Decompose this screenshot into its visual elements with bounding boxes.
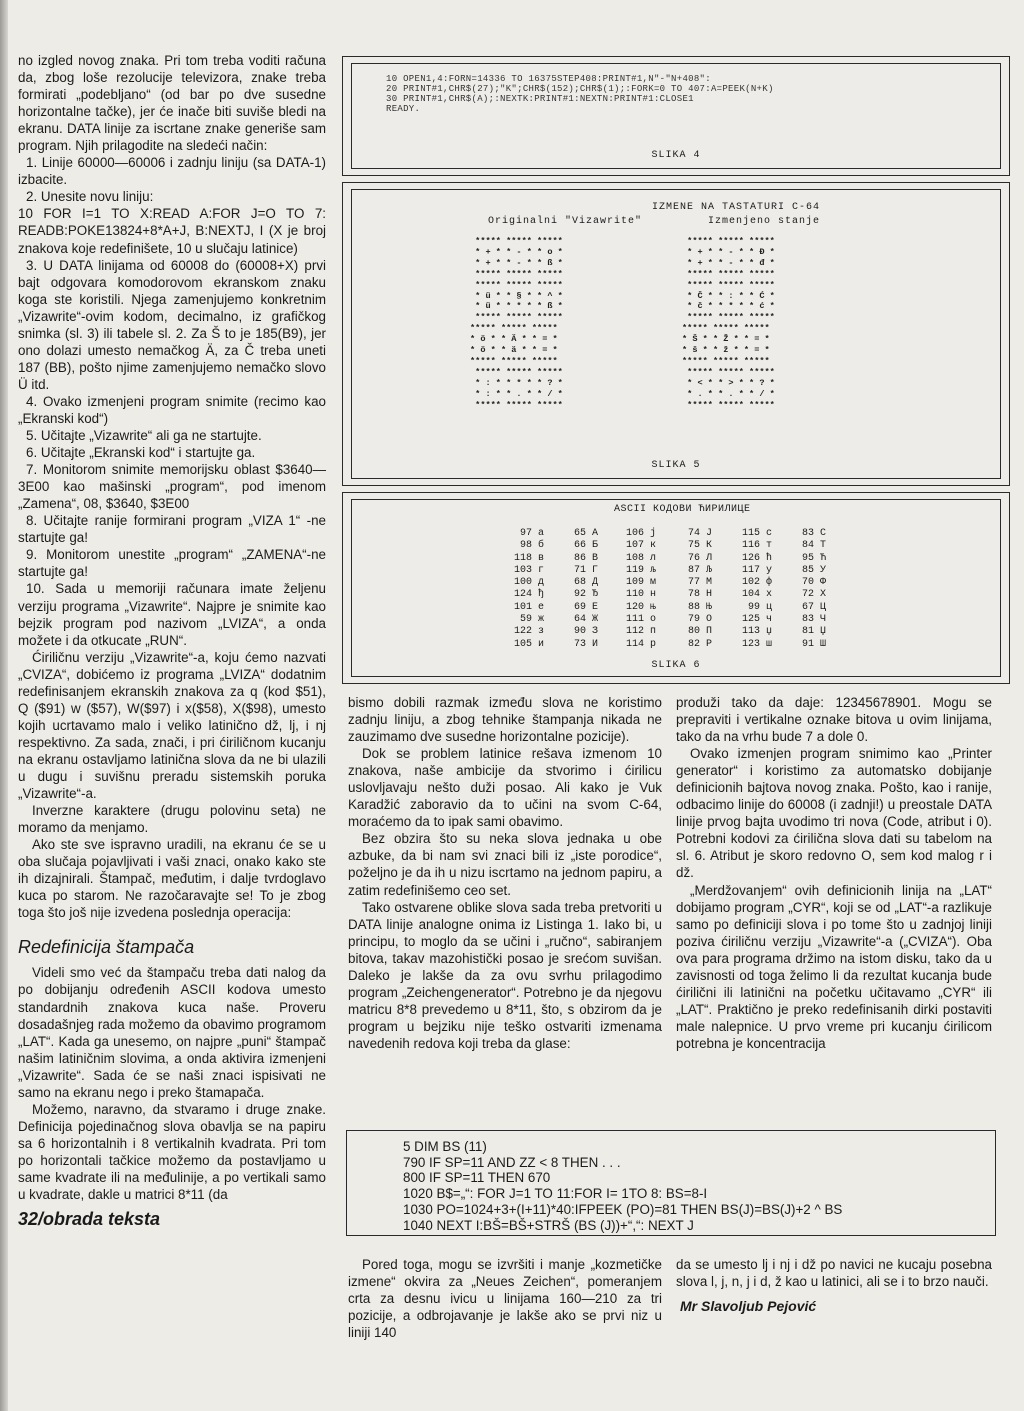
ascii-code: 124	[513, 589, 532, 601]
ascii-code: 117	[741, 564, 760, 576]
cyrillic-letter: д	[538, 577, 545, 589]
cyrillic-letter: в	[538, 552, 545, 564]
ascii-code: 67	[801, 601, 814, 613]
ascii-code: 123	[741, 638, 760, 650]
cyrillic-letter: п	[650, 626, 657, 638]
ascii-code-table	[502, 528, 834, 651]
table-row	[502, 565, 834, 577]
ascii-code: 59	[519, 614, 532, 626]
paragraph: Ako ste sve ispravno uradili, na ekranu će se u oba slučaja pojavljivati i vaši znaci, onako kako ste ih dizajnirali. Štampač, međutim, i dalje tvrdoglavo kuca po starom. Ne razočaravajte se! To je zbog toga što još nije izvedena poslednja operacija:	[18, 837, 326, 921]
section-heading: Redefinicija štampača	[18, 937, 195, 958]
cyrillic-letter: к	[650, 540, 657, 552]
ascii-code: 75	[687, 540, 700, 552]
ascii-code: 111	[625, 614, 644, 626]
paragraph: Možemo, naravno, da stvaramo i druge znake. Definicija pojedinačnog slova obavlja se na papiru sa 6 horizontalnih i 8 vertikalnih kvadrata. Pri tom po horizontali tačkice možemo da postavljamo u same kvadrate ili na međulinije, a po vertikali samo u kvadrate, dakle u matrici 8*11 (da	[18, 1101, 326, 1203]
table-row	[502, 602, 834, 614]
paragraph: 3. U DATA linijama od 60008 do (60008+X) prvi bajt odgovara komodorovom ekranskom znaku koga ste koristili. Njega zamenjujemo konkretnim „Vizawrite“-ovim kodom, decimalno, iz grafičkog snimka (sl. 3) ili tabele sl. 2. Za Š to je 185(B9), jer ono dolazi umesto nemačkog Ä, za Č treba uneti 187 (BB), pošto njime zamenjujemo nemačko slovo Ü itd.	[18, 257, 326, 392]
ascii-code: 108	[625, 552, 644, 564]
ascii-code: 98	[519, 540, 532, 552]
ascii-code: 110	[625, 589, 644, 601]
ascii-code: 80	[687, 626, 700, 638]
ascii-code: 99	[747, 601, 760, 613]
table-row	[502, 528, 834, 540]
paragraph: 1. Linije 60000—60006 i zadnju liniju (sa DATA-1) izbacite.	[18, 155, 326, 188]
cyrillic-letter: А	[592, 528, 599, 539]
ascii-code: 68	[573, 577, 586, 589]
ascii-code: 97	[519, 528, 532, 539]
cyrillic-letter: И	[592, 638, 599, 650]
figure-caption: SLIKA 4	[651, 150, 701, 161]
table-row	[502, 540, 834, 552]
cyrillic-letter: Д	[592, 577, 599, 589]
cyrillic-letter: з	[538, 626, 545, 638]
ascii-code: 65	[573, 528, 586, 539]
code-line: READY.	[386, 104, 421, 114]
original-keyboard-grid: ***** ***** ***** * + * * - * * o * * + * * - * * ß * ***** ***** ***** ***** ***** ***** * ü * * § * * ^ * * ü * * * * * ß * ***** ***** ***** ***** ***** ***** * ö * * Ä * * = * * ö * * ä * * = * ***** ***** ***** ***** ***** ***** * : * * * * * ? * * : * * . * * / * ***** ***** *****	[470, 236, 563, 410]
ascii-code: 71	[573, 564, 586, 576]
ascii-code: 90	[573, 626, 586, 638]
ascii-code: 73	[573, 638, 586, 650]
paragraph: 7. Monitorom snimite memorijsku oblast $3640—3E00 kao mašinski „program“, pod imenom „Zamena“, 08, $3640, $3E00	[18, 462, 326, 512]
cyrillic-letter: Ф	[820, 577, 827, 589]
cyrillic-letter: Б	[592, 540, 599, 552]
ascii-code: 83	[801, 614, 814, 626]
cyrillic-letter: ђ	[538, 589, 545, 601]
cyrillic-letter: ш	[766, 638, 773, 650]
cyrillic-letter: С	[820, 528, 827, 539]
code-listing-box	[346, 1130, 996, 1236]
paragraph: Ovako izmenjen program snimimo kao „Printer generator“ i koristimo za automatsko dobijanje definicionih bajtova novog znaka. Pošto, kao i ranije, odbacimo linije do 60008 (i zadnji!) u preostale DATA linije prvog bajta uvodimo tri nova (Code, atribut i 0). Potrebni kodovi za ćirilična slova dati su tabelom na sl. 6. Atribut je skoro redovno O, sem kod malog r i dž.	[676, 746, 992, 881]
ascii-code: 112	[625, 626, 644, 638]
ascii-code: 87	[687, 564, 700, 576]
paragraph: Pored toga, mogu se izvršiti i manje „kozmetičke izmene“ okvira za „Neues Zeichen“, pomeranjem crta za desnu ivicu u linijama 160—210 za tri pozicije, a odbrojavanje je lakše ako se prvi niz u liniji 140	[348, 1257, 662, 1340]
code-line: 20 PRINT#1,CHR$(27);"K";CHR$(152);CHR$(1);:FORK=0 TO 407:A=PEEK(N+K)	[386, 84, 774, 94]
figure-caption: SLIKA 6	[651, 660, 701, 671]
ascii-code: 100	[513, 577, 532, 589]
bottom-right-text	[676, 1256, 992, 1315]
paragraph: Dok se problem latinice rešava izmenom 10 znakova, naše ambicije da stvorimo i ćirilicu uslovljavaju nešto duži posao. Ali kako je Vuk Karadžić zaboravio da to učini na svom C-64, moraćemo da to ipak sami obavimo.	[348, 746, 662, 830]
listing-line: 5 DIM BS (11)	[403, 1139, 487, 1154]
figure-slika-5	[342, 182, 1010, 486]
ascii-code: 118	[513, 552, 532, 564]
cyrillic-letter: Ш	[820, 638, 827, 650]
table-row	[502, 577, 834, 589]
cyrillic-letter: ж	[538, 614, 545, 626]
cyrillic-letter: Ј	[706, 528, 713, 539]
ascii-code: 125	[741, 614, 760, 626]
ascii-code: 70	[801, 577, 814, 589]
cyrillic-letter: К	[706, 540, 713, 552]
ascii-code: 69	[573, 601, 586, 613]
paragraph: 5. Učitajte „Vizawrite“ ali ga ne startujte.	[26, 428, 262, 444]
cyrillic-letter: и	[538, 638, 545, 650]
paragraph: 4. Ovako izmenjeni program snimite (recimo kao „Ekranski kod“)	[18, 393, 326, 426]
listing-line: 1020 B$=„“: FOR J=1 TO 11:FOR I= 1TO 8: BS=8-I	[403, 1186, 708, 1202]
cyrillic-letter: ч	[766, 614, 773, 626]
code-line: 30 PRINT#1,CHR$(A);:NEXTK:PRINT#1:NEXTN:PRINT#1:CLOSE1	[386, 94, 694, 104]
paragraph: Inverzne karaktere (drugu polovinu seta) ne moramo da menjamo.	[18, 803, 326, 836]
ascii-code: 83	[801, 528, 814, 539]
paragraph: 6. Učitajte „Ekranski kod“ i startujte ga.	[26, 445, 256, 461]
cyrillic-letter: Ђ	[592, 589, 599, 601]
ascii-code: 82	[687, 638, 700, 650]
paragraph: Tako ostvarene oblike slova sada treba pretvoriti u DATA linije analogne onima iz Listinga 1. Iako bi, u principu, to moglo da se učini i „ručno“, sabiranjem bitova, takav mazohistički posao je srećom suvišan. Daleko je lakše da za ovu svrhu prilagodimo program „Zeichengenerator“. Potrebno je da njegovu matricu 8*8 prevedemo u 8*11, što, s obzirom da je program u bejziku nije teško ostvariti izmenama navedenih redova koji treba da glase:	[348, 899, 662, 1051]
cyrillic-letter: Љ	[706, 564, 713, 576]
cyrillic-letter: џ	[766, 626, 773, 638]
ascii-code: 116	[741, 540, 760, 552]
ascii-code: 92	[573, 589, 586, 601]
cyrillic-letter: Х	[820, 589, 827, 601]
figure-slika-6	[342, 492, 1010, 684]
modified-keyboard-grid: ***** ***** ***** * + * * - * * Đ * * + * * - * * đ * ***** ***** ***** ***** ***** ***** * Č * * : * * Ć * * č * * * * * ć * ***** ***** ***** ***** ***** ***** * Š * * Ž * * = * * š * * ž * * = * ***** ***** ***** ***** ***** ***** * < * * > * * ? * * . * * . * * / * ***** ***** *****	[682, 236, 775, 410]
ascii-code: 114	[625, 638, 644, 650]
table-row	[502, 553, 834, 565]
ascii-code: 119	[625, 564, 644, 576]
ascii-code: 84	[801, 540, 814, 552]
cyrillic-letter: Г	[592, 564, 599, 576]
figure-title: IZMENE NA TASTATURI C-64	[652, 202, 821, 213]
cyrillic-letter: у	[766, 564, 773, 576]
ascii-code: 104	[741, 589, 760, 601]
cyrillic-letter: х	[766, 589, 773, 601]
listing-line: 790 IF SP=11 AND ZZ < 8 THEN . . .	[403, 1154, 621, 1170]
cyrillic-letter: ц	[766, 601, 773, 613]
ascii-code: 105	[513, 638, 532, 650]
ascii-code: 102	[741, 577, 760, 589]
cyrillic-letter: л	[650, 552, 657, 564]
ascii-code: 115	[741, 528, 760, 539]
cyrillic-letter: Џ	[820, 626, 827, 638]
ascii-code: 109	[625, 577, 644, 589]
cyrillic-letter: В	[592, 552, 599, 564]
figure-title: ASCII КОДОВИ ЋИРИЛИЦЕ	[614, 504, 751, 515]
paragraph: 10 FOR I=1 TO X:READ A:FOR J=O TO 7: READB:POKE13824+8*A+J, B:NEXTJ, I (X je broj znakova koje redefinišete, 10 u slučaju latinice)	[18, 206, 326, 256]
paragraph: Bez obzira što su neka slova jednaka u obe azbuke, da bi nam svi znaci bili iz „iste porodice“, poželjno je da ih u nizu iscrtamo na jednom papiru, a zatim redefinišemo ceo set.	[348, 831, 662, 898]
ascii-code: 77	[687, 577, 700, 589]
cyrillic-letter: с	[766, 528, 773, 539]
cyrillic-letter: Ч	[820, 614, 827, 626]
cyrillic-letter: Р	[706, 638, 713, 650]
cyrillic-letter: љ	[650, 564, 657, 576]
table-row	[502, 589, 834, 601]
ascii-code: 76	[687, 552, 700, 564]
cyrillic-letter: а	[538, 528, 545, 539]
paragraph: Ćiriličnu verziju „Vizawrite“-a, koju ćemo nazvati „CVIZA“, dobićemo iz programa „LVIZA“ dodatnim redefinisanjem ekranskih znakova za q (kod $51), Q ($91) w ($57), W($97) i x($58), X($98), umesto kojih ucrtavamo malo i veliko latinično dž, lj, i nj respektivno. Za sada, znači, i pri ćiriličnom kucanju na ekranu ostavljamo latinična slova da ne bi ulazili u dugu i suvišnu preradu sistemskih poruka „Vizawrite“-a.	[18, 649, 326, 802]
ascii-code: 74	[687, 528, 700, 539]
ascii-code: 64	[573, 614, 586, 626]
paragraph: 8. Učitajte ranije formirani program „VIZA 1“ -ne startujte ga!	[18, 513, 326, 546]
ascii-code: 72	[801, 589, 814, 601]
ascii-code: 78	[687, 589, 700, 601]
right-header: Izmenjeno stanje	[708, 216, 821, 227]
table-row	[502, 614, 834, 626]
page-binding-edge	[0, 0, 8, 1411]
cyrillic-letter: Е	[592, 601, 599, 613]
cyrillic-letter: О	[706, 614, 713, 626]
paragraph: „Merdžovanjem“ ovih definicionih linija na „LAT“ dobijamo program „CYR“, koji se od „LAT“-a razlikuje samo po definiciji slova i po tome što u zadnjoj liniji poziva ćiriličnu verziju „Vizawrite“-a („CVIZA“). Oba ova para programa držimo na istom disku, tako da u zavisnosti od toga želimo li da rezultat kucanja bude ćirilični ili latinični na početku učitavamo „CYR“ ili „LAT“. Praktično je preko redefinisanih dirki postaviti male nalepnice. U prvo vreme pri kucanju ćirilicom potrebna je koncentracija	[676, 882, 992, 1051]
table-row	[502, 639, 834, 651]
ascii-code: 81	[801, 626, 814, 638]
cyrillic-letter: т	[766, 540, 773, 552]
ascii-code: 66	[573, 540, 586, 552]
right-text-column	[676, 694, 992, 1052]
code-line: 10 OPEN1,4:FORN=14336 TO 16375STEP408:PRINT#1,N"-"N+408":	[386, 74, 711, 84]
paragraph: 10. Sada u memoriji računara imate željenu verziju programa „Vizawrite“. Najpre je snimite kao bejzik program pod nazivom „LVIZA“, a onda možete i da otkucate „RUN“.	[18, 581, 326, 648]
left-text-column	[18, 52, 326, 1228]
cyrillic-letter: З	[592, 626, 599, 638]
cyrillic-letter: У	[820, 564, 827, 576]
cyrillic-letter: е	[538, 601, 545, 613]
paragraph: produži tako da daje: 12345678901. Mogu se prepraviti i vertikalne oznake bitova u ovim linijama, tako da na vrhu bude 7 a dole 0.	[676, 695, 992, 745]
cyrillic-letter: Л	[706, 552, 713, 564]
cyrillic-letter: ф	[766, 577, 773, 589]
paragraph: no izgled novog znaka. Pri tom treba voditi računa da, zbog loše rezolucije televizora, znake treba formirati „podebljano“ (od bar po dve susedne horizontalne tačke), jer će inače biti suviše bledi na ekranu. DATA linije za iscrtane znake generiše sam program. Njih prilagodite na sledeći način:	[18, 53, 326, 154]
paragraph: 9. Monitorom unestite „program“ „ZAMENA“-ne startujte ga!	[18, 547, 326, 580]
ascii-code: 126	[741, 552, 760, 564]
paragraph: bismo dobili razmak između slova ne koristimo zadnju liniju, a zbog tehnike štampanja nikada ne zauzimamo dve susedne horizontalne pozicije).	[348, 695, 662, 745]
cyrillic-letter: П	[706, 626, 713, 638]
cyrillic-letter: Н	[706, 589, 713, 601]
paragraph: Videli smo već da štampaču treba dati nalog da po dobijanju određenih ASCII kodova umesto standardnih znakova kuca naše. Proveru dosadašnjeg rada možemo da obavimo programom „LAT“. Kada ga unesemo, on najpre „puni“ štampač našim latiničnim slovima, a onda aktivira izmenjeni „Vizawrite“. Sada će se naši znaci ispisivati ne samo na ekranu nego i preko štamapača.	[18, 965, 326, 1100]
cyrillic-letter: Т	[820, 540, 827, 552]
ascii-code: 103	[513, 564, 532, 576]
cyrillic-letter: н	[650, 589, 657, 601]
cyrillic-letter: о	[650, 614, 657, 626]
cyrillic-letter: Ц	[820, 601, 827, 613]
bottom-middle-text	[348, 1256, 662, 1341]
ascii-code: 107	[625, 540, 644, 552]
cyrillic-letter: р	[650, 638, 657, 650]
figure-caption: SLIKA 5	[651, 460, 701, 471]
cyrillic-letter: ћ	[766, 552, 773, 564]
table-row	[502, 626, 834, 638]
ascii-code: 85	[801, 564, 814, 576]
cyrillic-letter: Ж	[592, 614, 599, 626]
ascii-code: 91	[801, 638, 814, 650]
listing-line: 1040 NEXT I:BŠ=BŠ+STRŠ (BS (J))+“,“: NEXT J	[403, 1217, 694, 1233]
cyrillic-letter: ј	[650, 528, 657, 539]
figure-slika-4	[342, 56, 1010, 176]
ascii-code: 101	[513, 601, 532, 613]
cyrillic-letter: Њ	[706, 601, 713, 613]
ascii-code: 113	[741, 626, 760, 638]
ascii-code: 88	[687, 601, 700, 613]
listing-line: 1030 PO=1024+3+(I+11)*40:IFPEEK (PO)=81 THEN BS(J)=BS(J)+2 ^ BS	[403, 1201, 843, 1217]
middle-text-column	[348, 694, 662, 1052]
paragraph: 2. Unesite novu liniju:	[26, 189, 154, 205]
cyrillic-letter: б	[538, 540, 545, 552]
author-signature: Mr Slavoljub Pejović	[680, 1298, 817, 1314]
listing-line: 800 IF SP=11 THEN 670	[403, 1170, 551, 1186]
ascii-code: 95	[801, 552, 814, 564]
left-header: Originalni "Vizawrite"	[488, 216, 643, 227]
page-footer: 32/obrada teksta	[18, 1209, 161, 1230]
paragraph: da se umesto lj i nj i dž po navici ne kucaju posebna slova l, j, n, j i d, ž kao u latinici, ali se i to brzo nauči.	[676, 1257, 992, 1289]
cyrillic-letter: г	[538, 564, 545, 576]
ascii-code: 106	[625, 528, 644, 539]
cyrillic-letter: њ	[650, 601, 657, 613]
ascii-code: 122	[513, 626, 532, 638]
ascii-code: 79	[687, 614, 700, 626]
cyrillic-letter: м	[650, 577, 657, 589]
cyrillic-letter: М	[706, 577, 713, 589]
cyrillic-letter: Ћ	[820, 552, 827, 564]
ascii-code: 120	[625, 601, 644, 613]
ascii-code: 86	[573, 552, 586, 564]
